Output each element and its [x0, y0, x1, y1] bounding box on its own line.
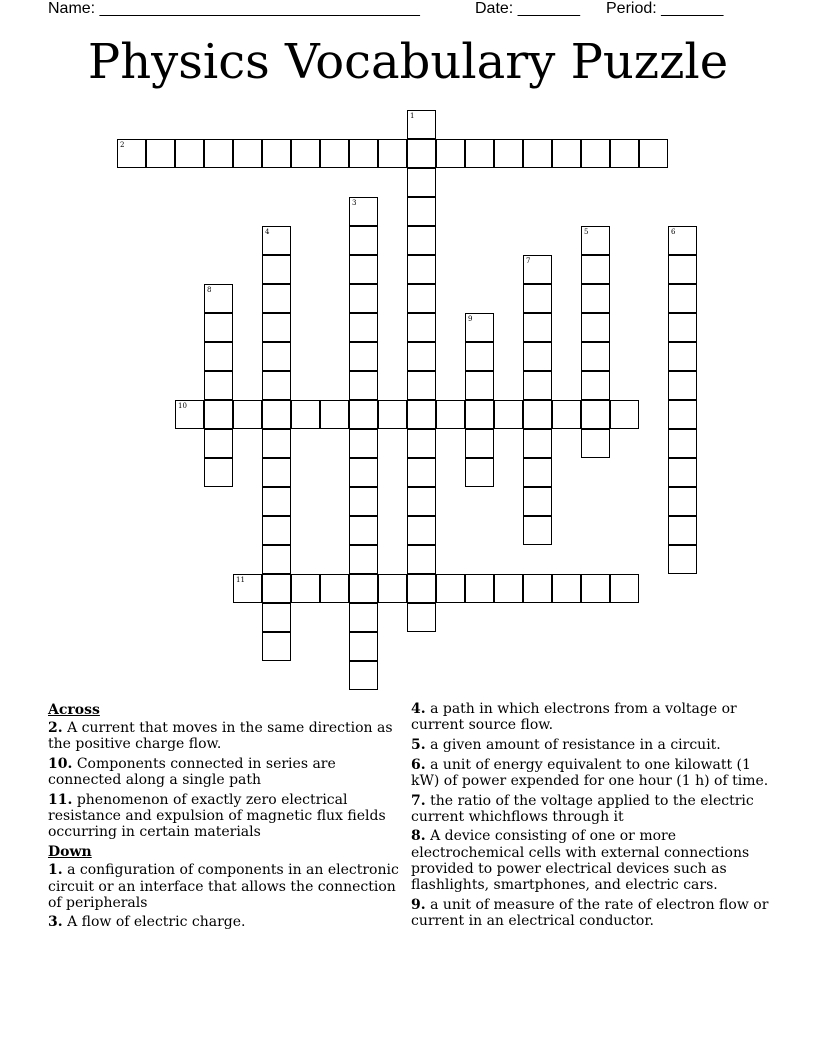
clue-across-2: [48, 720, 400, 752]
crossword-cell[interactable]: [668, 284, 697, 313]
crossword-cell[interactable]: [233, 400, 262, 429]
clue-text: A current that moves in the same direction as the positive charge flow.: [48, 720, 393, 753]
crossword-cell[interactable]: [262, 255, 291, 284]
crossword-cell[interactable]: [407, 255, 436, 284]
crossword-cell[interactable]: [494, 139, 523, 168]
crossword-cell[interactable]: [291, 400, 320, 429]
crossword-cell[interactable]: [523, 516, 552, 545]
crossword-cell[interactable]: [407, 168, 436, 197]
clue-number-label: 7: [526, 257, 531, 265]
clue-down-4: [411, 701, 771, 733]
crossword-cell[interactable]: [262, 632, 291, 661]
clue-across-11: [48, 792, 400, 841]
page-title: Physics Vocabulary Puzzle: [87, 34, 729, 90]
crossword-cell[interactable]: [407, 400, 436, 429]
clue-across-10: [48, 756, 400, 788]
crossword-cell[interactable]: [175, 400, 204, 429]
crossword-cell[interactable]: [523, 458, 552, 487]
clue-number-label: 1: [410, 112, 415, 120]
crossword-cell[interactable]: [291, 574, 320, 603]
crossword-cell[interactable]: [465, 400, 494, 429]
crossword-cell[interactable]: [581, 284, 610, 313]
crossword-cell[interactable]: [552, 574, 581, 603]
crossword-cell[interactable]: [204, 342, 233, 371]
crossword-cell[interactable]: [262, 545, 291, 574]
crossword-cell[interactable]: [146, 139, 175, 168]
crossword-cell[interactable]: [349, 226, 378, 255]
crossword-cell[interactable]: [349, 400, 378, 429]
crossword-cell[interactable]: [349, 516, 378, 545]
clue-down-3: [48, 914, 400, 930]
crossword-cell[interactable]: [204, 400, 233, 429]
clue-number: 3.: [48, 914, 63, 931]
crossword-cell[interactable]: [552, 400, 581, 429]
clue-number: 9.: [411, 896, 426, 913]
clue-number: 7.: [411, 792, 426, 809]
crossword-cell[interactable]: [117, 139, 146, 168]
clue-text: phenomenon of exactly zero electrical resistance and expulsion of magnetic flux fields occurring in certain materials: [48, 792, 386, 841]
crossword-cell[interactable]: [349, 197, 378, 226]
crossword-cell[interactable]: [465, 458, 494, 487]
crossword-cell[interactable]: [436, 400, 465, 429]
crossword-cell[interactable]: [204, 284, 233, 313]
crossword-cell[interactable]: [233, 139, 262, 168]
clue-number: 2.: [48, 720, 63, 737]
clue-text: a path in which electrons from a voltage or current source flow.: [411, 701, 737, 734]
crossword-cell[interactable]: [262, 226, 291, 255]
crossword-cell[interactable]: [378, 400, 407, 429]
crossword-cell[interactable]: [523, 400, 552, 429]
clue-number: 6.: [411, 756, 426, 773]
crossword-cell[interactable]: [349, 342, 378, 371]
crossword-cell[interactable]: [407, 139, 436, 168]
crossword-cell[interactable]: [233, 574, 262, 603]
clue-number: 8.: [411, 828, 426, 845]
crossword-cell[interactable]: [262, 400, 291, 429]
crossword-cell[interactable]: [668, 226, 697, 255]
date-label: Date: _______: [475, 0, 580, 17]
crossword-cell[interactable]: [262, 284, 291, 313]
clue-text: Components connected in series are connected along a single path: [48, 756, 336, 789]
crossword-cell[interactable]: [349, 487, 378, 516]
crossword-cell[interactable]: [523, 429, 552, 458]
crossword-cell[interactable]: [581, 313, 610, 342]
crossword-cell[interactable]: [204, 371, 233, 400]
crossword-cell[interactable]: [523, 139, 552, 168]
crossword-cell[interactable]: [349, 255, 378, 284]
crossword-cell[interactable]: [204, 313, 233, 342]
crossword-cell[interactable]: [436, 574, 465, 603]
clue-number-label: 6: [671, 228, 676, 236]
crossword-cell[interactable]: [320, 139, 349, 168]
crossword-cell[interactable]: [465, 313, 494, 342]
clue-text: a unit of measure of the rate of electron flow or current in an electrical conductor.: [411, 896, 769, 929]
crossword-cell[interactable]: [581, 574, 610, 603]
crossword-cell[interactable]: [639, 139, 668, 168]
crossword-cell[interactable]: [262, 429, 291, 458]
clue-down-1: [48, 862, 400, 911]
crossword-cell[interactable]: [407, 545, 436, 574]
clue-number: 1.: [48, 862, 63, 879]
clues-column-left: [48, 701, 400, 934]
crossword-cell[interactable]: [407, 429, 436, 458]
crossword-cell[interactable]: [349, 284, 378, 313]
crossword-cell[interactable]: [494, 400, 523, 429]
crossword-cell[interactable]: [581, 429, 610, 458]
crossword-cell[interactable]: [581, 400, 610, 429]
crossword-cell[interactable]: [610, 139, 639, 168]
crossword-cell[interactable]: [465, 574, 494, 603]
clue-number-label: 5: [584, 228, 589, 236]
crossword-cell[interactable]: [523, 371, 552, 400]
crossword-cell[interactable]: [581, 226, 610, 255]
crossword-cell[interactable]: [407, 458, 436, 487]
crossword-cell[interactable]: [349, 429, 378, 458]
clue-number: 4.: [411, 701, 426, 717]
crossword-cell[interactable]: [407, 603, 436, 632]
crossword-cell[interactable]: [204, 139, 233, 168]
crossword-cell[interactable]: [523, 342, 552, 371]
clue-number-label: 8: [207, 286, 212, 294]
crossword-cell[interactable]: [668, 487, 697, 516]
crossword-cell[interactable]: [262, 516, 291, 545]
crossword-cell[interactable]: [465, 429, 494, 458]
crossword-cell[interactable]: [523, 487, 552, 516]
across-heading: Across: [48, 702, 100, 718]
crossword-cell[interactable]: [523, 313, 552, 342]
crossword-cell[interactable]: [262, 313, 291, 342]
clue-text: A device consisting of one or more electrochemical cells with external connections provided to power electrical devices such as flashlights, smartphones, and electric cars.: [411, 828, 750, 894]
crossword-cell[interactable]: [465, 342, 494, 371]
clue-text: a given amount of resistance in a circuit.: [430, 736, 721, 753]
crossword-cell[interactable]: [262, 487, 291, 516]
crossword-cell[interactable]: [291, 139, 320, 168]
clue-number: 11.: [48, 792, 73, 809]
crossword-cell[interactable]: [349, 632, 378, 661]
crossword-cell[interactable]: [349, 574, 378, 603]
clue-number: 5.: [411, 736, 426, 753]
clue-number-label: 11: [236, 576, 245, 584]
crossword-cell[interactable]: [668, 371, 697, 400]
crossword-cell[interactable]: [465, 371, 494, 400]
crossword-cell[interactable]: [407, 110, 436, 139]
crossword-cell[interactable]: [610, 574, 639, 603]
clue-text: a configuration of components in an electronic circuit or an interface that allows the connection of peripherals: [48, 862, 399, 911]
clue-number-label: 4: [265, 228, 270, 236]
crossword-cell[interactable]: [320, 400, 349, 429]
crossword-cell[interactable]: [407, 516, 436, 545]
crossword-cell[interactable]: [552, 139, 581, 168]
crossword-cell[interactable]: [175, 139, 204, 168]
crossword-cell[interactable]: [407, 342, 436, 371]
clue-number-label: 2: [120, 141, 125, 149]
clue-number: 10.: [48, 756, 73, 773]
clue-text: A flow of electric charge.: [67, 914, 246, 931]
clue-down-7: [411, 793, 771, 825]
crossword-cell[interactable]: [581, 255, 610, 284]
crossword-cell[interactable]: [610, 400, 639, 429]
clue-text: the ratio of the voltage applied to the electric current whichflows through it: [411, 792, 754, 825]
crossword-cell[interactable]: [436, 139, 465, 168]
crossword-cell[interactable]: [262, 458, 291, 487]
crossword-cell[interactable]: [349, 545, 378, 574]
crossword-cell[interactable]: [262, 342, 291, 371]
crossword-cell[interactable]: [320, 574, 349, 603]
clue-text: a unit of energy equivalent to one kilowatt (1 kW) of power expended for one hour (1 h) of time.: [411, 756, 769, 789]
crossword-cell[interactable]: [523, 574, 552, 603]
crossword-cell[interactable]: [523, 284, 552, 313]
crossword-cell[interactable]: [407, 371, 436, 400]
crossword-cell[interactable]: [407, 284, 436, 313]
crossword-cell[interactable]: [581, 139, 610, 168]
clue-number-label: 10: [178, 402, 187, 410]
clue-number-label: 9: [468, 315, 473, 323]
name-label: Name: ____________________________________: [48, 0, 420, 17]
crossword-cell[interactable]: [204, 458, 233, 487]
crossword-cell[interactable]: [262, 603, 291, 632]
crossword-cell[interactable]: [668, 255, 697, 284]
crossword-cell[interactable]: [349, 603, 378, 632]
crossword-cell[interactable]: [378, 139, 407, 168]
crossword-cell[interactable]: [349, 313, 378, 342]
crossword-cell[interactable]: [349, 661, 378, 690]
crossword-cell[interactable]: [349, 458, 378, 487]
clue-down-6: [411, 757, 771, 789]
clue-down-8: [411, 828, 771, 893]
crossword-cell[interactable]: [262, 574, 291, 603]
crossword-cell[interactable]: [668, 458, 697, 487]
crossword-cell[interactable]: [668, 516, 697, 545]
crossword-cell[interactable]: [407, 574, 436, 603]
crossword-cell[interactable]: [465, 139, 494, 168]
crossword-cell[interactable]: [494, 574, 523, 603]
clue-down-5: [411, 737, 771, 753]
period-label: Period: _______: [606, 0, 724, 17]
clue-number-label: 3: [352, 199, 357, 207]
crossword-cell[interactable]: [581, 342, 610, 371]
crossword-cell[interactable]: [407, 226, 436, 255]
crossword-cell[interactable]: [668, 400, 697, 429]
crossword-cell[interactable]: [204, 429, 233, 458]
crossword-cell[interactable]: [668, 545, 697, 574]
crossword-cell[interactable]: [407, 487, 436, 516]
crossword-cell[interactable]: [407, 197, 436, 226]
crossword-cell[interactable]: [581, 371, 610, 400]
crossword-cell[interactable]: [378, 574, 407, 603]
crossword-cell[interactable]: [523, 255, 552, 284]
crossword-cell[interactable]: [262, 139, 291, 168]
clue-down-9: [411, 897, 771, 929]
crossword-cell[interactable]: [668, 313, 697, 342]
down-heading: Down: [48, 844, 92, 861]
crossword-cell[interactable]: [349, 139, 378, 168]
crossword-cell[interactable]: [668, 342, 697, 371]
crossword-cell[interactable]: [668, 429, 697, 458]
clues-column-right: [411, 701, 771, 933]
crossword-cell[interactable]: [349, 371, 378, 400]
crossword-cell[interactable]: [262, 371, 291, 400]
crossword-cell[interactable]: [407, 313, 436, 342]
